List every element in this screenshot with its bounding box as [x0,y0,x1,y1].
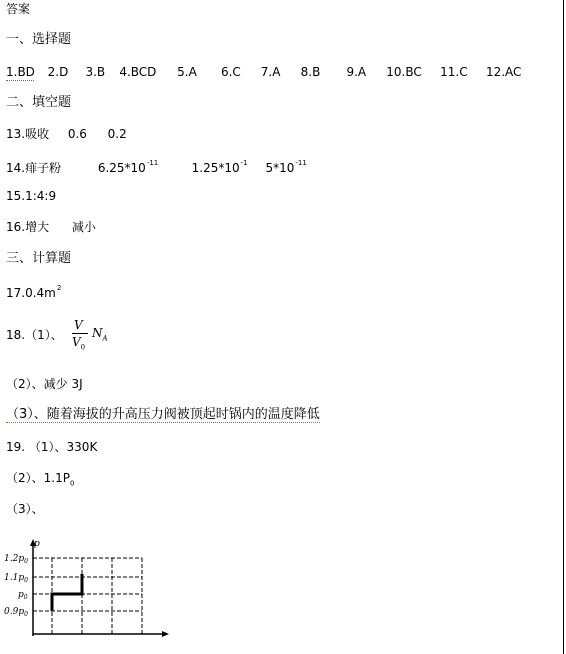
q18-part3: （3）、随着海拔的升高压力阀被顶起时锅内的温度降低 [6,407,320,422]
pressure-graph [0,538,180,648]
q13-answer-a: 0.6 [67,127,87,141]
q17-text: 17.0.4m [6,286,56,300]
choice-answer-6: 6.C [220,65,241,79]
q14-value-2: 1.25*10 [191,161,240,175]
choice-answer-4: 4.BCD [119,65,157,79]
choice-answer-1: 1.BD [6,65,35,79]
q13-line [6,126,127,142]
q13-label: 13.吸收 [6,127,50,141]
graph-process-path [52,574,82,611]
q13-answer-b: 0.2 [107,127,127,141]
q14-value-1: 6.25*10 [97,161,146,175]
choice-answer-9: 9.A [346,65,367,79]
graph-tick-1-2p0: $1.2p_0$ [4,554,28,565]
graph-x-arrow-icon [162,631,169,637]
q18-formula-denominator: $V_0$ [72,335,86,352]
q15-line: 15.1:4:9 [6,189,57,203]
graph-axis-y-label: p [34,539,40,549]
q16-answer-b: 减小 [71,220,96,234]
choice-answer-3: 3.B [85,65,106,79]
graph-tick-p0: $p_0$ [18,590,28,601]
q18-formula-avogadro: $N_A$ [92,326,108,343]
graph-grid [33,558,142,634]
q14-value-3: 5*10 [265,161,295,175]
graph-tick-1-1p0: $1.1p_0$ [4,573,28,584]
q14-exponent-2: -1 [240,159,248,167]
q18-formula-numerator: V [74,318,83,332]
q16-label: 16.增大 [6,220,50,234]
q14-label: 14.痱子粉 [6,161,62,175]
page-right-border [563,0,564,654]
q18-part1: 18.（1）、 [6,328,63,342]
q14-line [6,157,307,176]
choice-answer-12: 12.AC [485,65,522,79]
section-fill-heading: 二、填空题 [6,95,72,110]
q14-exponent-3: -11 [295,159,307,167]
choice-answer-10: 10.BC [386,65,422,79]
choice-answer-11: 11.C [440,65,468,79]
q19-part3: （3）、 [6,502,44,516]
graph-tick-0-9p0: $0.9p_0$ [4,607,28,618]
choice-answer-8: 8.B [300,65,321,79]
choice-answers-row [6,64,526,81]
q18-part2: （2）、减少 3J [6,377,83,391]
q17-exponent: 2 [56,284,62,292]
choice-answer-5: 5.A [177,65,197,79]
q16-line [6,219,96,235]
choice-answer-2: 2.D [47,65,69,79]
q17-line [6,282,61,301]
section-choice-heading: 一、选择题 [6,32,72,47]
q18-formula-fraction-bar [72,333,88,334]
q14-exponent-1: -11 [146,159,159,167]
answer-title: 答案 [6,2,31,16]
q19-part1: 19. （1）、330K [6,440,98,454]
q19-part2: （2）、$1.1P_0$ [6,471,75,488]
section-calc-heading: 三、计算题 [6,251,72,266]
choice-answer-7: 7.A [260,65,281,79]
